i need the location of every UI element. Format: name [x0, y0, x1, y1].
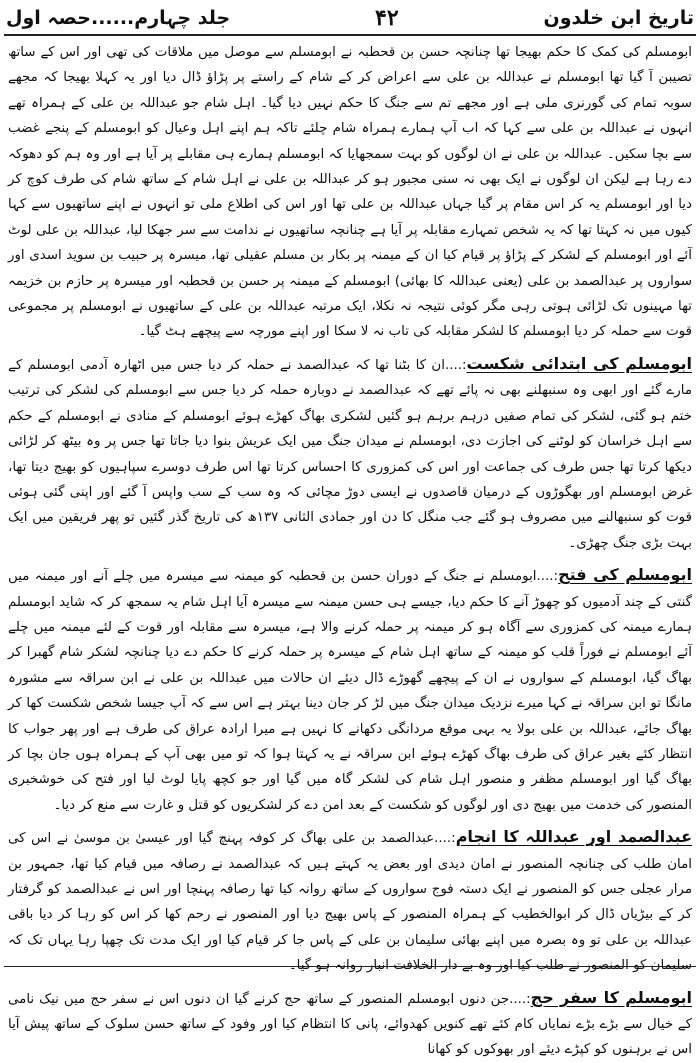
page-body: [8, 40, 692, 1058]
paragraph-fate: [8, 824, 692, 978]
book-title: تاریخ ابن خلدون: [543, 7, 694, 29]
paragraph-text: :....ابومسلم نے جنگ کے دوران حسن بن قحطبہ کو میمنہ سے میسرہ میں چلے آنے اور میمنہ میں گنتی کے چند آدمیوں کو چھوڑ آنے کا حکم دیا، جیسے ہی حسن میمنہ سے میسرہ آیا اہل شام یہ سمجھ کر کہ شاید ابومسلم ہمارے میمنہ کی کمزوری سے آگاہ ہو کر میمنہ پر حملہ کرنے والا ہے، میسرہ سے مقابلہ اور قوت کے لئے میمنہ میں چلے آئے ابومسلم نے فوراً قلب کو میمنہ کے ساتھ اہل شام کے میسرہ پر حملہ کرنے کا حکم دے دیا چنانچہ لشکر شام گھبرا کر بھاگ گیا، ابومسلم کے سواروں نے ان کے پیچھے گھوڑے ڈال دیئے ان حالات میں عبداللہ بن علی نے ابن سراقہ سے مشورہ مانگا تو ابن سراقہ نے کہا میرے نزدیک میدان جنگ میں لڑ کر جان دینا بہتر ہے اس سے کہ آپ جیسا شخص شکست کھا کر بھاگ جائے، عبداللہ بن علی بولا یہ بہی موقع مردانگی دکھانے کا نہیں ہے میرا ارادہ عراق کی طرف ہے اور پھر جواب کا انتظار کئے بغیر عراق کی طرف بھاگ کھڑے ہوئے ابن سراقہ نے یہ کہتا ہوا کہ تو میں بھی آپ کے ہمراہ ہوں جان بچا کر بھاگ گیا اور ابومسلم مظفر و منصور اہل شام کی لشکر گاہ میں گیا اور جو کچھ پایا لوٹ لیا اور فتح کی خوشخبری المنصور کی خدمت میں بھیج دی اور لوگوں کو شکست کے بعد امن دے کر لشکریوں کو قتل و غارت سے منع کر دیا۔: [8, 569, 692, 813]
paragraph-hajj: [8, 985, 692, 1063]
header-rule: [4, 34, 696, 36]
section-heading: ابومسلم کی ابتدائی شکست: [466, 353, 692, 373]
page-header: [6, 4, 694, 32]
paragraph-victory: [8, 562, 692, 818]
paragraph-initial-defeat: [8, 351, 692, 556]
footer-rule: [4, 966, 696, 967]
paragraph-text: :....ان کا بٹنا تھا کہ عبدالصمد نے حملہ کر دیا جس میں اٹھارہ آدمی ابومسلم کے مارے گئے اور ابھی وہ سنبھلنے بھی نہ پائے تھے کہ عبدالصمد نے دوبارہ حملہ کر دیا جس سے ابومسلم کی لشکر کی ترتیب ختم ہو گئی، لشکر کی تمام صفیں درہم برہم ہو گئیں لشکری بھاگ کھڑے ہوئے ابومسلم کے منادی نے ابومسلم کے حکم سے اہل خراسان کو لوٹنے کی اجازت دی، ابومسلم نے میدان جنگ میں ایک عریش بنوا دیا جاتا تھا جس پر وہ بیٹھ کر لڑائی دیکھا کرتا تھا جس طرف کی جماعت اور اس کی کمزوری کا احساس کرتا تھا اس طرف دوسرے سپاہیوں کو بھیج دیتا تھا، غرض ابومسلم اور بھگوڑوں کے درمیان قاصدوں نے ایسی دوڑ مچائی کہ وہ سب کے سب واپس آ گئے اور اپنی گئی ہوئی قوت کو سنبھالنے میں مصروف ہو گئے جب منگل کا دن اور جمادی الثانی ۱۳۷ھ کی تاریخ گذر گئیں تو پھر فریقین میں ایک بہت بڑی جنگ چھڑی۔: [8, 357, 692, 551]
section-heading: ابومسلم کا سفر حج: [530, 987, 692, 1007]
paragraph-text: :....عبدالصمد بن علی بھاگ کر کوفہ پہنچ گیا اور عیسیٰ بن موسیٰ نے اس کی امان طلب کی چنانچہ المنصور نے امان دیدی اور بعض یہ کہتے ہیں کہ عبدالصمد نے رصافہ میں قیام کیا تھا، جمہور بن مرار عجلی جس کو المنصور نے ایک دستہ فوج سواروں کے ساتھ روانہ کیا تھا رصافہ پہنچا اور اس نے عبدالصمد کو گرفتار کر کے بیڑیاں ڈال کر ابوالخطیب کے ہمراہ المنصور کے پاس بھیج دیا اور المنصور نے رحم کھا کر اس کو رہا کر دیا باقی عبداللہ بن علی تو وہ بصرہ میں اپنے بھائی سلیمان بن علی کے پاس جا کر قیام کیا اور ایک مدت تک چھپا رہا یہاں تک کہ سلیمان کو المنصور نے طلب کیا اور وہ بے دار الخلافت انبار روانہ ہو گیا۔: [8, 831, 692, 974]
paragraph-intro: [8, 40, 692, 345]
section-heading: ابومسلم کی فتح: [558, 565, 692, 585]
section-heading: عبدالصمد اور عبداللہ کا انجام: [455, 827, 692, 847]
page-number: ۴۲: [375, 5, 399, 31]
paragraph-text: :....جن دنوں ابومسلم المنصور کے ساتھ حج کرنے گیا ان دنوں اس نے سفر حج میں نیک نامی کے خیال سے بڑے بڑے نمایاں کام کئے تھے کنویں کھدوائے، پانی کا انتظام کیا اور وفود کے ساتھ حسن سلوک کے ساتھ پیش آیا اس نے برہنوں کو کپڑے دیئے اور بھوکوں کو کھانا: [8, 991, 692, 1058]
paragraph-text: ابومسلم کی کمک کا حکم بھیجا تھا چنانچہ حسن بن قحطبہ نے ابومسلم سے موصل میں ملاقات کی تھی اور اس کے ساتھ تصیبن آ گیا تھا ابومسلم نے عبداللہ بن علی سے اعراض کر کے شام کے راستے پر پڑاؤ ڈال دیا اور یہ کہلا بھیجا کہ مجھے سوبہ تمام کی گورنری ملی ہے اور مجھے تم سے جنگ کا حکم نہیں دیا گیا۔ اہل شام جو عبداللہ بن علی کے ہمراہ تھے انہوں نے عبداللہ بن علی سے کہا کہ اب آپ ہمارے ہمراہ شام چلئے تاکہ ہم اپنے اہل وعیال کو ابومسلم کے پنجے غضب سے بچا سکیں۔ عبداللہ بن علی نے ان لوگوں کو بہت سمجھایا کہ ابومسلم ہمارے ہی مقابلے پر آیا ہے اور وہ ہم کو دھوکہ دے رہا ہے لیکن ان لوگوں نے ایک بھی نہ سنی مجبور ہو کر عبداللہ بن علی نے اہل شام کے ساتھ شام کی طرف کوچ کر دیا اور ابومسلم یہ کر اس مقام پر گیا جہاں عبداللہ بن علی تھا اور اس کی اطلاع ملی تو انہوں نے اپنے ساتھیوں سے کہا کیوں میں نہ کہتا تھا کہ یہ شخص تمہارے مقابلہ پر آیا ہے چنانچہ ساتھیوں نے ندامت سے سر جھکا لیا، عبداللہ بن علی لوٹ آئے اور ابومسلم کے لشکر کے پڑاؤ پر قیام کیا ان کے میمنہ پر بکار بن مسلم عقیلی تھا، میسرہ پر حبیب بن سوید اسدی اور سواروں پر عبدالصمد بن علی (یعنی عبداللہ کا بھائی) ابومسلم کے میمنہ پر حسن بن قحطبہ اور میسرہ پر حازم بن خزیمہ تھا مہینوں تک لڑائی ہوتی رہی مگر کوئی نتیجہ نہ نکلا، ایک مرتبہ عبداللہ بن علی کے ساتھیوں نے ابومسلم پر مجموعی قوت سے حملہ کر دیا ابومسلم کا لشکر مقابلہ کی تاب نہ لا سکا اور اپنے مورچہ سے پیچھے ہٹ گیا۔: [8, 45, 692, 340]
volume-label: جلد چہارم......حصہ اول: [6, 7, 231, 29]
